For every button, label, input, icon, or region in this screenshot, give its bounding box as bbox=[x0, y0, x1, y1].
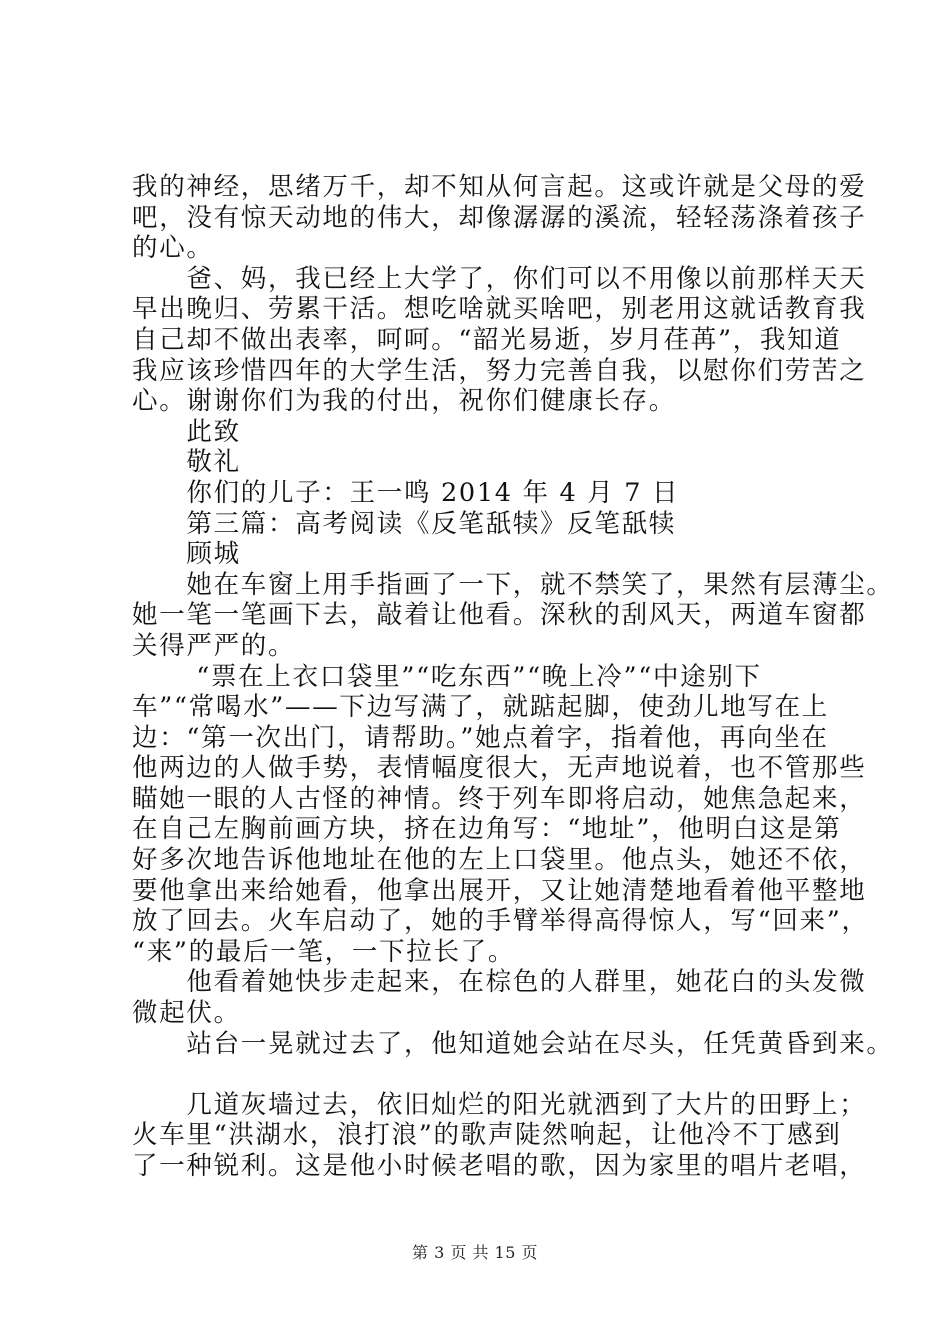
text-line: 关得严严的。 bbox=[132, 630, 296, 661]
text-line: 早出晚归、劳累干活。想吃啥就买啥吧，别老用这就话教育我 bbox=[132, 294, 867, 325]
text-line: 我的神经，思绪万千，却不知从何言起。这或许就是父母的爱 bbox=[132, 172, 867, 202]
text-line: 第三篇：高考阅读《反笔舐犊》反笔舐犊 bbox=[132, 508, 677, 539]
text-line: 她在车窗上用手指画了一下，就不禁笑了，果然有层薄尘。 bbox=[132, 569, 894, 600]
text-line: 站台一晃就过去了，他知道她会站在尽头，任凭黄昏到来。 bbox=[132, 1028, 894, 1059]
text-line: 他看着她快步走起来，在棕色的人群里，她花白的头发微 bbox=[132, 967, 867, 998]
text-line: 她一笔一笔画下去，敲着让他看。深秋的刮风天，两道车窗都 bbox=[132, 600, 867, 631]
text-line: 微起伏。 bbox=[132, 998, 241, 1029]
text-line: 爸、妈，我已经上大学了，你们可以不用像以前那样天天 bbox=[132, 263, 867, 294]
text-line: 瞄她一眼的人古怪的神情。终于列车即将启动，她焦急起来， bbox=[132, 783, 867, 814]
text-line: 放了回去。火车启动了，她的手臂举得高得惊人，写“回来”， bbox=[132, 906, 869, 937]
text-line: 自己却不做出表率，呵呵。“韶光易逝，岁月荏苒”，我知道 bbox=[132, 324, 842, 355]
text-line: 了一种锐利。这是他小时候老唱的歌，因为家里的唱片老唱， bbox=[132, 1151, 867, 1181]
text-line: 好多次地告诉他地址在他的左上口袋里。他点头，她还不依， bbox=[132, 845, 867, 876]
text-line: 的心。 bbox=[132, 233, 214, 264]
text-line: 在自己左胸前画方块，挤在边角写：“地址”，他明白这是第 bbox=[132, 814, 842, 845]
text-line bbox=[132, 1059, 832, 1090]
text-line: 吧，没有惊天动地的伟大，却像潺潺的溪流，轻轻荡涤着孩子 bbox=[132, 202, 867, 233]
text-line: “票在上衣口袋里”“吃东西”“晚上冷”“中途别下 bbox=[132, 661, 762, 692]
text-line: 我应该珍惜四年的大学生活，努力完善自我，以慰你们劳苦之 bbox=[132, 355, 867, 386]
text-line: 边：“第一次出门，请帮助。”她点着字，指着他，再向坐在 bbox=[132, 722, 829, 753]
text-line: 心。谢谢你们为我的付出，祝你们健康长存。 bbox=[132, 386, 677, 417]
text-line: 此致 bbox=[132, 416, 241, 447]
page-footer: 第 3 页 共 15 页 bbox=[412, 1243, 538, 1262]
text-line: “来”的最后一笔，一下拉长了。 bbox=[132, 936, 516, 967]
text-line: 火车里“洪湖水，浪打浪”的歌声陡然响起，让他冷不丁感到 bbox=[132, 1120, 842, 1151]
text-line: 车”“常喝水”——下边写满了，就踮起脚，使劲儿地写在上 bbox=[132, 692, 830, 723]
text-line: 他两边的人做手势，表情幅度很大，无声地说着，也不管那些 bbox=[132, 753, 867, 784]
text-line: 要他拿出来给她看，他拿出展开，又让她清楚地看着他平整地 bbox=[132, 875, 867, 906]
text-line: 顾城 bbox=[132, 539, 241, 570]
text-line: 敬礼 bbox=[132, 447, 241, 478]
article-body bbox=[132, 172, 894, 1182]
text-line: 几道灰墙过去，依旧灿烂的阳光就洒到了大片的田野上； bbox=[132, 1089, 867, 1120]
text-line: 你们的儿子：王一鸣 2014 年 4 月 7 日 bbox=[132, 477, 680, 508]
